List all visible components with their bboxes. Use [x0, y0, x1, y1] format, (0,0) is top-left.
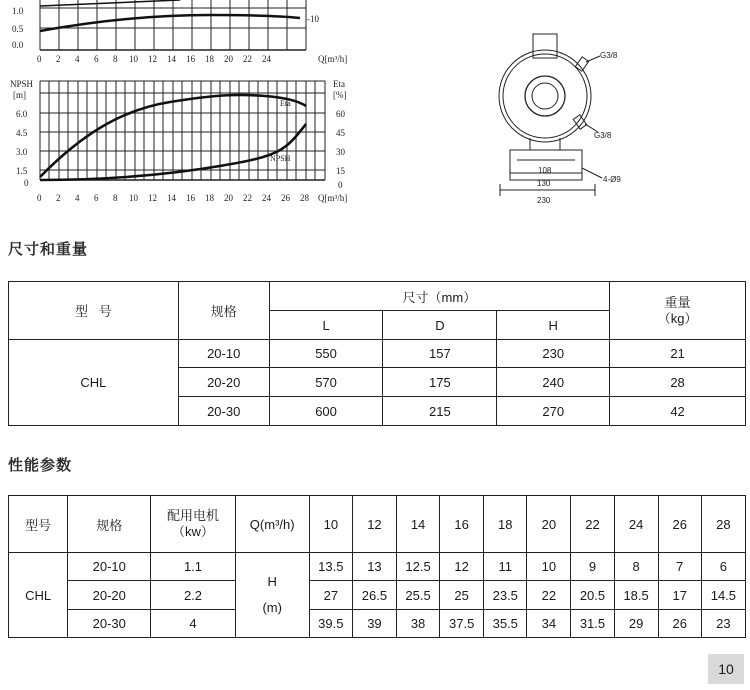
tick-label: 6 [94, 193, 99, 203]
tick-label: 28 [300, 193, 309, 203]
table-cell: 27 [309, 581, 352, 610]
tick-label: 16 [186, 54, 195, 64]
tick-label: 15 [336, 166, 345, 176]
table-cell: 215 [383, 397, 497, 426]
table-cell: 26 [658, 610, 701, 638]
table-cell: 9 [571, 553, 614, 581]
header-spec: 规格 [68, 496, 151, 553]
tick-label: 22 [243, 54, 252, 64]
table-row [9, 340, 746, 368]
table-cell: 18 [484, 496, 527, 553]
dim-230: 230 [537, 196, 551, 205]
tick-label: 12 [148, 193, 157, 203]
tick-label: 10 [129, 54, 138, 64]
table-cell: 12 [440, 553, 484, 581]
tick-label: 20 [224, 193, 233, 203]
y-tick: 1.0 [12, 6, 24, 16]
tick-label: 8 [113, 193, 118, 203]
dim-108: 108 [538, 166, 552, 175]
header-size: 尺寸（mm） [269, 282, 609, 311]
table-cell: 20-20 [68, 581, 151, 610]
dimensions-table [8, 281, 746, 426]
tick-label: 30 [336, 147, 345, 157]
table-cell: 22 [571, 496, 614, 553]
header-L: L [269, 311, 383, 340]
table-cell: 37.5 [440, 610, 484, 638]
npsh-eta-chart [0, 76, 360, 208]
tick-label: 6 [94, 54, 99, 64]
port-label-upper: G3/8 [600, 51, 618, 60]
table-cell: 20-30 [68, 610, 151, 638]
model-cell: CHL [9, 553, 68, 638]
tick-label: 20 [224, 54, 233, 64]
port-label-lower: G3/8 [594, 131, 612, 140]
table-cell: 10 [309, 496, 352, 553]
tick-label: 10 [129, 193, 138, 203]
top-performance-chart [0, 0, 360, 70]
table-cell: 17 [658, 581, 701, 610]
tick-label: 0 [24, 178, 29, 188]
header-motor: 配用电机 （kw） [151, 496, 235, 553]
top-x-ticks [37, 54, 272, 64]
y-tick: 0.0 [12, 40, 24, 50]
tick-label: 12 [148, 54, 157, 64]
table-cell: 1.1 [151, 553, 235, 581]
table-cell: 24 [614, 496, 658, 553]
table-cell: 10 [527, 553, 571, 581]
table-cell: 18.5 [614, 581, 658, 610]
npsh-axis-unit: [m] [13, 90, 26, 100]
eta-axis-unit: [%] [333, 90, 347, 100]
table-cell: 26.5 [352, 581, 396, 610]
table-cell: 550 [269, 340, 383, 368]
eta-label: Eta [280, 99, 291, 108]
table-cell: 13 [352, 553, 396, 581]
pump-end-view-drawing [490, 20, 640, 210]
tick-label: 24 [262, 193, 271, 203]
tick-label: 14 [167, 54, 176, 64]
table-row [9, 610, 746, 638]
table-cell: 34 [527, 610, 571, 638]
pump-base [510, 150, 582, 180]
bolt-hole-label: 4-Ø9 [603, 175, 621, 184]
table-cell: 7 [658, 553, 701, 581]
tick-label: 4 [75, 54, 80, 64]
head-label-cell: H (m) [235, 553, 309, 638]
table-cell: 26 [658, 496, 701, 553]
header-H: H [497, 311, 610, 340]
tick-label: 16 [186, 193, 195, 203]
header-model: 型号 [9, 496, 68, 553]
tick-label: 0 [37, 193, 42, 203]
table-cell: 28 [610, 368, 746, 397]
tick-label: 0 [338, 180, 343, 190]
table-cell: 22 [527, 581, 571, 610]
table-cell: 25 [440, 581, 484, 610]
page-number: 10 [708, 654, 744, 684]
tick-label: 22 [243, 193, 252, 203]
table-cell: 35.5 [484, 610, 527, 638]
tick-label: 0 [37, 54, 42, 64]
table-cell: 14.5 [701, 581, 745, 610]
tick-label: 14 [167, 193, 176, 203]
q-axis-label: Q[m³/h] [318, 54, 348, 64]
table-cell: 8 [614, 553, 658, 581]
tick-label: 4 [75, 193, 80, 203]
table-cell: 6 [701, 553, 745, 581]
table-cell: 20-30 [178, 397, 269, 426]
table-cell: 23.5 [484, 581, 527, 610]
section-title-performance: 性能参数 [8, 457, 73, 474]
tick-label: 3.0 [16, 147, 28, 157]
table-cell: 20.5 [571, 581, 614, 610]
tick-label: 2 [56, 193, 61, 203]
table-cell: 600 [269, 397, 383, 426]
table-cell: 570 [269, 368, 383, 397]
header-weight: 重量 （kg） [610, 282, 746, 340]
tick-label: 45 [336, 128, 345, 138]
bottom-x-ticks [37, 193, 310, 203]
table-cell: 20-10 [68, 553, 151, 581]
table-cell: 2.2 [151, 581, 235, 610]
table-cell: 20-10 [178, 340, 269, 368]
tick-label: 24 [262, 54, 271, 64]
table-cell: 25.5 [397, 581, 440, 610]
inlet-port [525, 76, 565, 116]
table-cell: 20-20 [178, 368, 269, 397]
power-curve [40, 15, 300, 31]
tick-label: 26 [281, 193, 290, 203]
header-spec: 规格 [178, 282, 269, 340]
q-axis-label: Q[m³/h] [318, 193, 348, 203]
table-cell: 14 [397, 496, 440, 553]
tick-label: 6.0 [16, 109, 28, 119]
performance-table [8, 495, 746, 638]
table-cell: 270 [497, 397, 610, 426]
table-cell: 13.5 [309, 553, 352, 581]
table-cell: 39.5 [309, 610, 352, 638]
table-row [9, 581, 746, 610]
tick-label: 2 [56, 54, 61, 64]
header-model: 型 号 [9, 282, 179, 340]
section-title-dimensions: 尺寸和重量 [8, 241, 89, 258]
tick-label: 1.5 [16, 166, 28, 176]
model-cell: CHL [9, 340, 179, 426]
table-cell: 29 [614, 610, 658, 638]
header-D: D [383, 311, 497, 340]
table-cell: 230 [497, 340, 610, 368]
tick-label: 18 [205, 54, 214, 64]
table-cell: 42 [610, 397, 746, 426]
y-tick: 0.5 [12, 24, 24, 34]
table-cell: 4 [151, 610, 235, 638]
tick-label: 8 [113, 54, 118, 64]
tick-label: 4.5 [16, 128, 28, 138]
npsh-axis-title: NPSH [10, 79, 34, 89]
table-cell: 39 [352, 610, 396, 638]
table-cell: 20 [527, 496, 571, 553]
table-cell: 12.5 [397, 553, 440, 581]
tick-label: 18 [205, 193, 214, 203]
tick-label: 60 [336, 109, 345, 119]
dim-130: 130 [537, 179, 551, 188]
table-cell: 21 [610, 340, 746, 368]
npsh-label: NPSH [270, 154, 291, 163]
table-cell: 240 [497, 368, 610, 397]
table-cell: 157 [383, 340, 497, 368]
table-cell: 12 [352, 496, 396, 553]
table-row [9, 553, 746, 581]
table-cell: 31.5 [571, 610, 614, 638]
table-cell: 23 [701, 610, 745, 638]
header-q: Q(m³/h) [235, 496, 309, 553]
table-cell: 38 [397, 610, 440, 638]
table-cell: 16 [440, 496, 484, 553]
curve-label: -10 [307, 14, 319, 24]
table-cell: 175 [383, 368, 497, 397]
table-cell: 11 [484, 553, 527, 581]
eta-axis-title: Eta [333, 79, 345, 89]
table-cell: 28 [701, 496, 745, 553]
